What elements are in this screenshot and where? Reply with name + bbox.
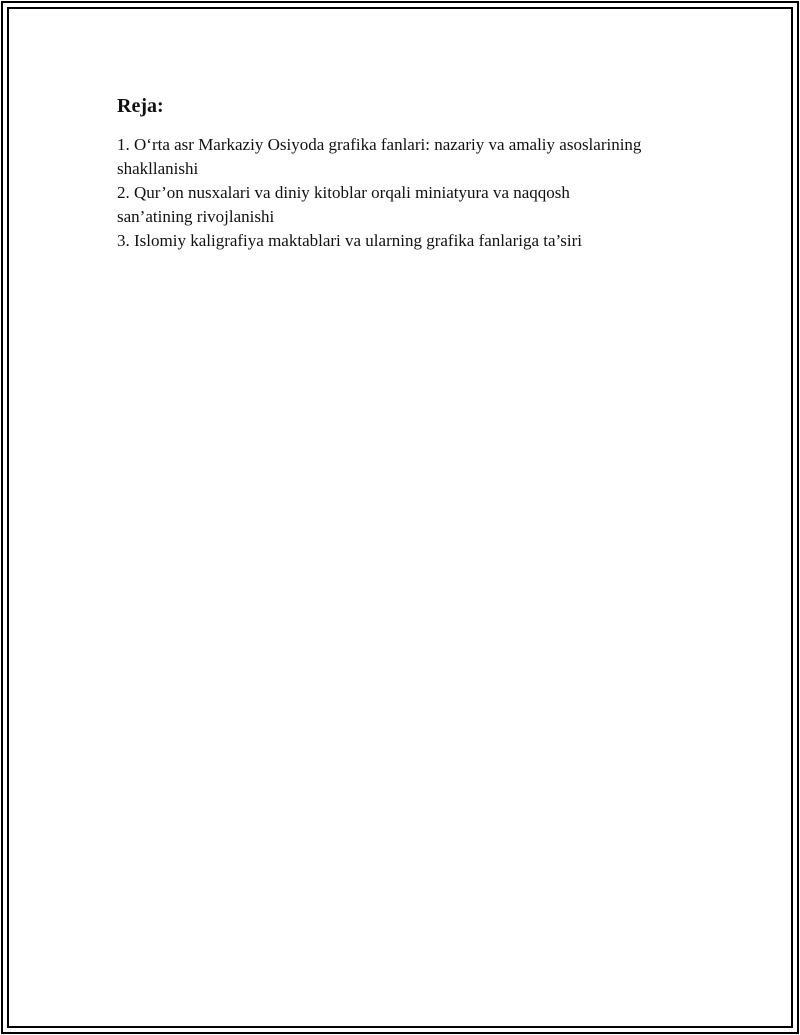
plan-heading: Reja: <box>117 95 164 117</box>
plan-item-3-line-1: 3. Islomiy kaligrafiya maktablari va ularning grafika fanlariga ta’siri <box>117 231 582 250</box>
plan-item-1-line-1: 1. O‘rta asr Markaziy Osiyoda grafika fanlari: nazariy va amaliy asoslarining <box>117 135 642 154</box>
plan-item-1 <box>117 133 717 181</box>
plan-item-3 <box>117 229 717 253</box>
plan-item-2 <box>117 181 717 229</box>
plan-item-2-line-1: 2. Qur’on nusxalari va diniy kitoblar orqali miniatyura va naqqosh <box>117 183 570 202</box>
plan-item-2-line-2: san’atining rivojlanishi <box>117 207 275 226</box>
plan-item-1-line-2: shakllanishi <box>117 159 199 178</box>
page-content <box>117 93 717 253</box>
plan-list <box>117 133 717 253</box>
